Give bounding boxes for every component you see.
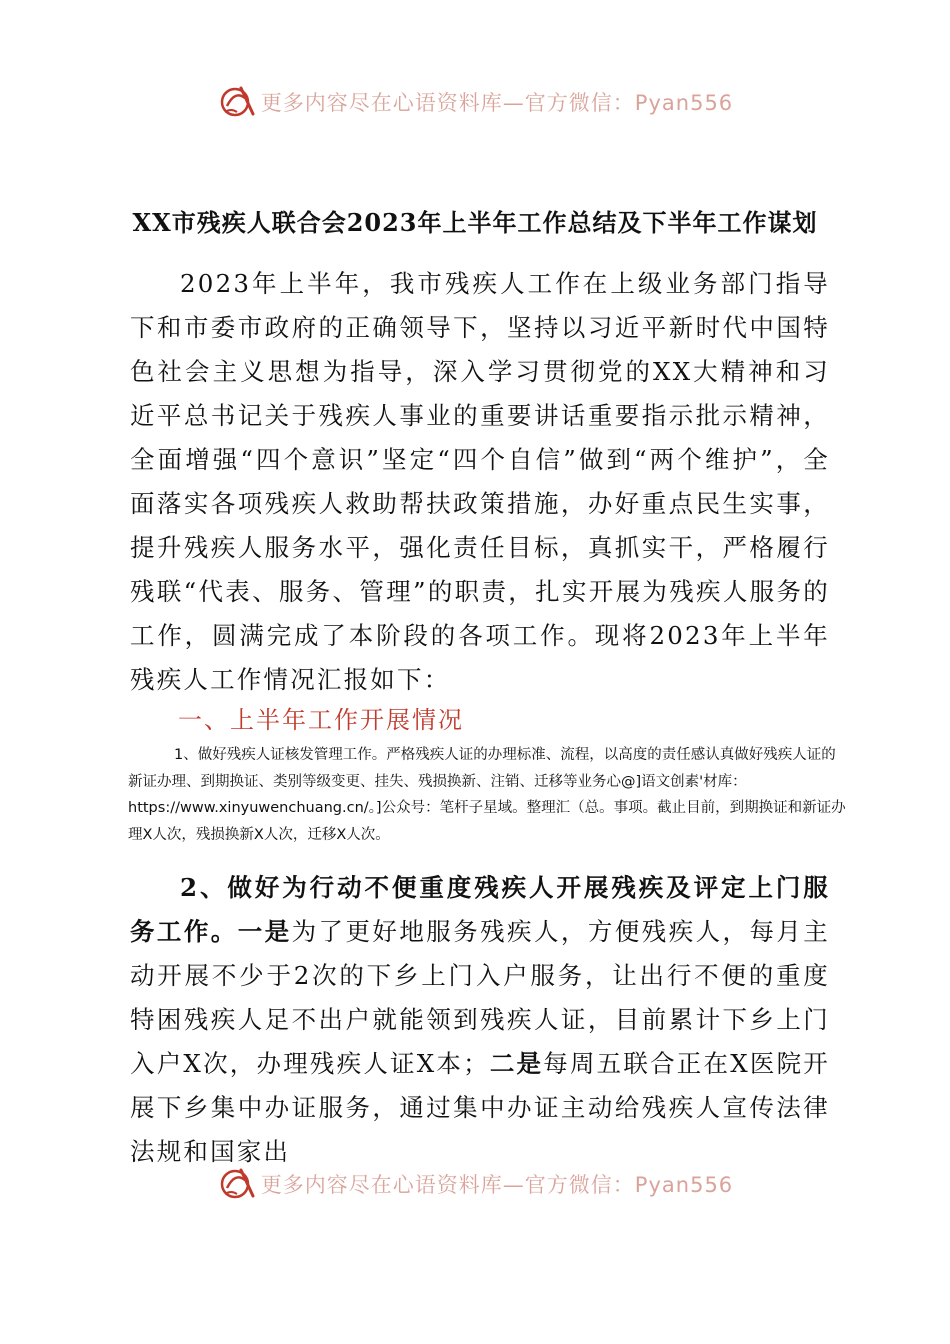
document-title: XX市残疾人联合会2023年上半年工作总结及下半年工作谋划 <box>132 208 818 237</box>
logo-icon <box>217 84 257 120</box>
item2-text-b: 每周五联合正在X医院开展下乡集中办证服务，通过集中办证主动给残疾人宣传法律法规和国家出 <box>130 1049 830 1166</box>
watermark-banner-top <box>0 80 950 124</box>
item1-paragraph: 1、做好残疾人证核发管理工作。严格残疾人证的办理标准、流程，以高度的责任感认真做好残疾人证的新证办理、到期换证、类别等级变更、挂失、残损换新、注销、迁移等业务心@]语文创素'材库：https://www.xinyuwenchuang.cn/。]公众号：笔杆子星域。整理汇（总。事项。截止目前，到期换证和新证办理X人次，残损换新X人次，迁移X人次。 <box>128 747 846 843</box>
logo-icon <box>217 1166 257 1202</box>
watermark-text: 更多内容尽在心语资料库—官方微信：Pyan556 <box>260 1173 734 1197</box>
watermark-text: 更多内容尽在心语资料库—官方微信：Pyan556 <box>260 91 734 115</box>
item2-paragraph <box>130 866 830 1174</box>
watermark-banner-bottom <box>0 1162 950 1206</box>
section-heading: 一、上半年工作开展情况 <box>178 706 464 734</box>
item2-heading: 2、做好为行动不便重度残疾人开展残疾及评定上门服务工作。 <box>130 873 830 946</box>
item2-label-a: 一是 <box>237 917 292 946</box>
item2-text-a: 为了更好地服务残疾人，方便残疾人，每月主动开展不少于2次的下乡上门入户服务，让出行不便的重度特困残疾人足不出户就能领到残疾人证，目前累计下乡上门入户X次，办理残疾人证X本； <box>130 917 831 1078</box>
intro-paragraph: 2023年上半年，我市残疾人工作在上级业务部门指导下和市委市政府的正确领导下，坚持以习近平新时代中国特色社会主义思想为指导，深入学习贯彻党的XX大精神和习近平总书记关于残疾人事业的重要讲话重要指示批示精神，全面增强“四个意识”坚定“四个自信”做到“两个维护”，全面落实各项残疾人救助帮扶政策措施，办好重点民生实事，提升残疾人服务水平，强化责任目标，真抓实干，严格履行残联“代表、服务、管理”的职责，扎实开展为残疾人服务的工作，圆满完成了本阶段的各项工作。现将2023年上半年残疾人工作情况汇报如下： <box>130 269 830 694</box>
item2-label-b: 二是 <box>489 1049 544 1078</box>
